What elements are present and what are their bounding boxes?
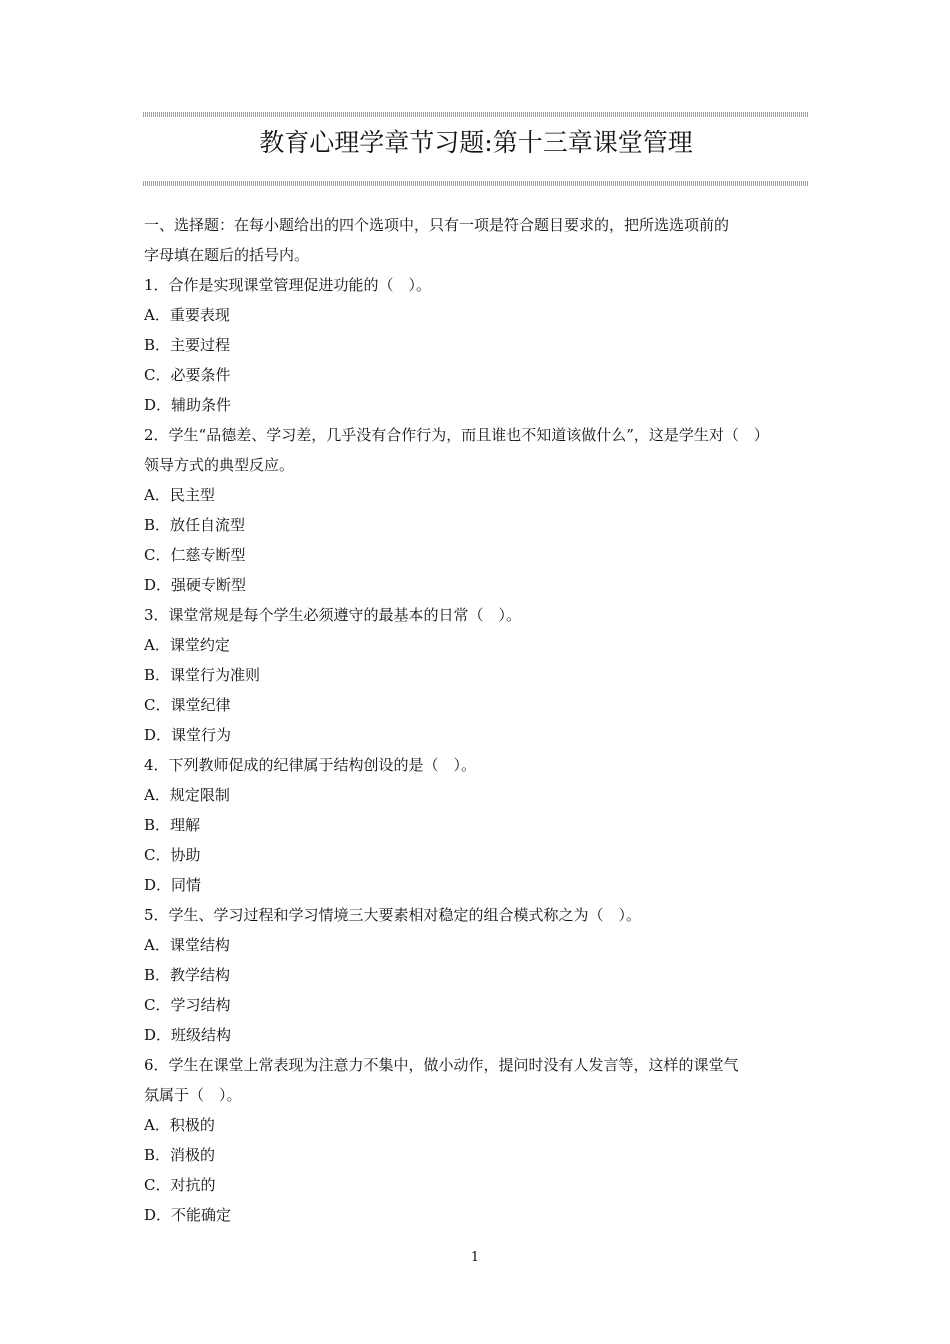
option-a: A．积极的 — [144, 1116, 215, 1134]
document-title: 教育心理学章节习题:第十三章课堂管理 — [259, 128, 693, 157]
option-d: D．课堂行为 — [144, 726, 232, 744]
question-stem: 6．学生在课堂上常表现为注意力不集中，做小动作，提问时没有人发言等，这样的课堂气 — [144, 1056, 739, 1074]
option-d: D．不能确定 — [144, 1206, 232, 1224]
question-stem-continued: 氛属于（ ）。 — [144, 1086, 242, 1104]
option-a: A．课堂约定 — [144, 636, 230, 654]
option-c: C．仁慈专断型 — [144, 546, 246, 564]
question-6 — [144, 1050, 812, 1230]
title-top-rule — [143, 112, 809, 117]
question-stem: 3．课堂常规是每个学生必须遵守的最基本的日常（ ）。 — [144, 606, 522, 624]
question-4 — [144, 750, 812, 900]
option-b: B．理解 — [144, 816, 201, 834]
option-c: C．学习结构 — [144, 996, 231, 1014]
option-a: A．规定限制 — [144, 786, 230, 804]
instructions-line: 字母填在题后的括号内。 — [144, 246, 310, 264]
question-stem: 5．学生、学习过程和学习情境三大要素相对稳定的组合模式称之为（ ）。 — [144, 906, 642, 924]
option-a: A．重要表现 — [144, 306, 230, 324]
option-b: B．课堂行为准则 — [144, 666, 261, 684]
option-b: B．教学结构 — [144, 966, 231, 984]
question-3 — [144, 600, 812, 750]
option-d: D．班级结构 — [144, 1026, 232, 1044]
page-number: 1 — [470, 1250, 480, 1265]
option-d: D．辅助条件 — [144, 396, 232, 414]
question-stem: 1．合作是实现课堂管理促进功能的（ ）。 — [144, 276, 432, 294]
option-c: C．必要条件 — [144, 366, 231, 384]
option-a: A．民主型 — [144, 486, 215, 504]
option-c: C．课堂纪律 — [144, 696, 231, 714]
option-b: B．放任自流型 — [144, 516, 246, 534]
option-b: B．消极的 — [144, 1146, 216, 1164]
option-d: D．同情 — [144, 876, 202, 894]
question-stem: 2．学生“品德差、学习差，几乎没有合作行为，而且谁也不知道该做什么”，这是学生对（ ） — [144, 426, 769, 444]
question-stem: 4．下列教师促成的纪律属于结构创设的是（ ）。 — [144, 756, 477, 774]
option-c: C．对抗的 — [144, 1176, 216, 1194]
question-2 — [144, 420, 812, 600]
title-bottom-rule — [143, 181, 809, 186]
question-list — [144, 210, 812, 1230]
option-d: D．强硬专断型 — [144, 576, 247, 594]
question-stem-continued: 领导方式的典型反应。 — [144, 456, 295, 474]
option-b: B．主要过程 — [144, 336, 231, 354]
option-c: C．协助 — [144, 846, 201, 864]
question-1 — [144, 270, 812, 420]
instructions-line: 一、选择题：在每小题给出的四个选项中，只有一项是符合题目要求的，把所选选项前的 — [144, 216, 730, 234]
question-5 — [144, 900, 812, 1050]
option-a: A．课堂结构 — [144, 936, 230, 954]
